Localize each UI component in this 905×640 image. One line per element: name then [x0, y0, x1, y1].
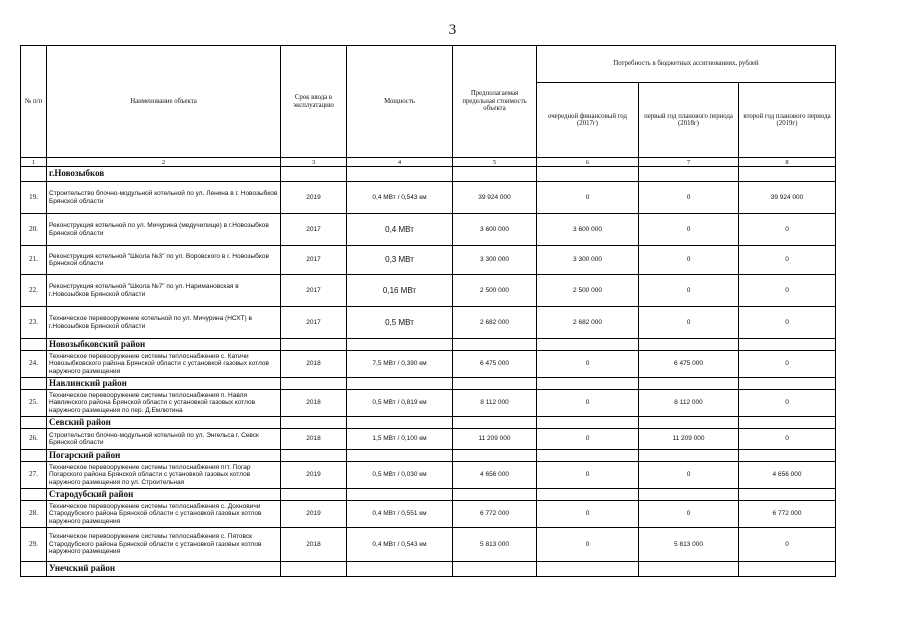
table-row	[21, 307, 836, 339]
table-row	[21, 182, 836, 214]
power-cell: 0,5 МВт	[347, 307, 453, 339]
power-cell: 0,5 МВт / 0,030 км	[347, 462, 453, 489]
y2018-cell: 0	[639, 275, 739, 307]
column-number: 3	[281, 158, 347, 167]
term-cell: 2017	[281, 275, 347, 307]
y2019-cell: 39 924 000	[739, 182, 836, 214]
column-number: 1	[21, 158, 47, 167]
object-name: Техническое перевооружение системы теплоснабжения с. Пятовск Стародубского района Брянской области с установкой газовых котлов наружного размещения	[47, 528, 281, 562]
object-name: Техническое перевооружение системы теплоснабжения с. Катичи Новозыбковского района Брянской области с установкой газовых котлов наружного размещения	[47, 351, 281, 378]
term-cell: 2018	[281, 390, 347, 417]
cost-cell: 39 924 000	[453, 182, 537, 214]
y2019-cell: 0	[739, 429, 836, 450]
header-power: Мощность	[347, 46, 453, 158]
y2018-cell: 0	[639, 214, 739, 246]
page-number: 3	[448, 22, 457, 38]
y2018-cell: 0	[639, 246, 739, 275]
row-number: 29.	[21, 528, 47, 562]
object-name: Техническое перевооружение системы теплоснабжения с. Дохновичи Стародубского района Брянской области с установкой газовых котлов наружного размещения	[47, 501, 281, 528]
y2018-cell: 0	[639, 307, 739, 339]
row-number: 23.	[21, 307, 47, 339]
term-cell: 2018	[281, 429, 347, 450]
y2018-cell: 5 813 000	[639, 528, 739, 562]
y2019-cell: 0	[739, 528, 836, 562]
power-cell: 7,5 МВт / 0,390 км	[347, 351, 453, 378]
object-name: Реконструкция котельной по ул. Мичурина (медучилище) в г.Новозыбков Брянской области	[47, 214, 281, 246]
section-row	[21, 489, 836, 501]
term-cell: 2018	[281, 528, 347, 562]
y2019-cell: 6 772 000	[739, 501, 836, 528]
row-number: 28.	[21, 501, 47, 528]
column-numbers-row	[21, 158, 836, 167]
power-cell: 0,16 МВт	[347, 275, 453, 307]
power-cell: 1,5 МВт / 0,100 км	[347, 429, 453, 450]
row-number: 24.	[21, 351, 47, 378]
y2019-cell: 0	[739, 351, 836, 378]
header-num: № п/п	[21, 46, 47, 158]
table-row	[21, 528, 836, 562]
column-number: 8	[739, 158, 836, 167]
section-title: Севский район	[47, 417, 281, 429]
power-cell: 0,4 МВт / 0,543 км	[347, 182, 453, 214]
section-title: Стародубский район	[47, 489, 281, 501]
cost-cell: 6 772 000	[453, 501, 537, 528]
column-number: 6	[537, 158, 639, 167]
term-cell: 2019	[281, 462, 347, 489]
object-name: Техническое перевооружение системы теплоснабжения пгт. Погар Погарского района Брянской области с установкой газовых котлов наружного размещения по ул. Строительная	[47, 462, 281, 489]
cost-cell: 3 600 000	[453, 214, 537, 246]
object-name: Техническое перевооружение котельной по ул. Мичурина (НСХТ) в г.Новозыбков Брянской области	[47, 307, 281, 339]
y2018-cell: 0	[639, 182, 739, 214]
cost-cell: 6 475 000	[453, 351, 537, 378]
table-row	[21, 275, 836, 307]
power-cell: 0,4 МВт / 0,551 км	[347, 501, 453, 528]
cost-cell: 3 300 000	[453, 246, 537, 275]
y2018-cell: 8 112 000	[639, 390, 739, 417]
object-name: Строительство блочно-модульной котельной по ул. Энгельса г. Севск Брянской области	[47, 429, 281, 450]
object-name: Техническое перевооружение системы теплоснабжения п. Навля Навлинского района Брянской области с установкой газовых котлов наружного размещения по пер. Д.Емлютина	[47, 390, 281, 417]
y2018-cell: 11 209 000	[639, 429, 739, 450]
term-cell: 2019	[281, 182, 347, 214]
term-cell: 2018	[281, 351, 347, 378]
y2017-cell: 0	[537, 462, 639, 489]
header-2018: первый год планового периода (2018г)	[639, 83, 739, 158]
table-row	[21, 429, 836, 450]
object-name: Реконструкция котельной "Школа №3" по ул. Воровского в г. Новозыбков Брянской области	[47, 246, 281, 275]
section-row	[21, 450, 836, 462]
header-name: Наименование объекта	[47, 46, 281, 158]
power-cell: 0,4 МВт / 0,543 км	[347, 528, 453, 562]
section-row	[21, 417, 836, 429]
y2017-cell: 0	[537, 182, 639, 214]
header-2019: второй год планового периода (2019г)	[739, 83, 836, 158]
row-number: 21.	[21, 246, 47, 275]
budget-table	[20, 45, 836, 577]
power-cell: 0,3 МВт	[347, 246, 453, 275]
y2017-cell: 3 300 000	[537, 246, 639, 275]
term-cell: 2017	[281, 246, 347, 275]
y2017-cell: 0	[537, 390, 639, 417]
row-number: 26.	[21, 429, 47, 450]
section-title: Навлинский район	[47, 378, 281, 390]
y2019-cell: 0	[739, 214, 836, 246]
header-need-group: Потребность в бюджетных ассигнованиях, рублей	[537, 46, 836, 83]
cost-cell: 2 500 000	[453, 275, 537, 307]
y2017-cell: 0	[537, 351, 639, 378]
column-number: 4	[347, 158, 453, 167]
cost-cell: 2 682 000	[453, 307, 537, 339]
row-number: 22.	[21, 275, 47, 307]
table-row	[21, 214, 836, 246]
header-2017: очередной финансовый год (2017г)	[537, 83, 639, 158]
y2018-cell: 0	[639, 501, 739, 528]
section-title: Унечский район	[47, 562, 281, 577]
y2017-cell: 3 600 000	[537, 214, 639, 246]
y2017-cell: 0	[537, 501, 639, 528]
table-row	[21, 462, 836, 489]
header-cost: Предполагаемая предельная стоимость объекта	[453, 46, 537, 158]
power-cell: 0,4 МВт	[347, 214, 453, 246]
y2017-cell: 2 500 000	[537, 275, 639, 307]
column-number: 7	[639, 158, 739, 167]
y2017-cell: 0	[537, 429, 639, 450]
row-number: 19.	[21, 182, 47, 214]
y2017-cell: 0	[537, 528, 639, 562]
cost-cell: 8 112 000	[453, 390, 537, 417]
term-cell: 2017	[281, 214, 347, 246]
section-title: г.Новозыбков	[47, 167, 281, 182]
section-title: Новозыбковский район	[47, 339, 281, 351]
cost-cell: 5 813 000	[453, 528, 537, 562]
power-cell: 0,5 МВт / 0,819 км	[347, 390, 453, 417]
table-row	[21, 351, 836, 378]
y2019-cell: 0	[739, 390, 836, 417]
y2019-cell: 4 656 000	[739, 462, 836, 489]
row-number: 20.	[21, 214, 47, 246]
row-number: 27.	[21, 462, 47, 489]
y2019-cell: 0	[739, 275, 836, 307]
table-row	[21, 390, 836, 417]
table-row	[21, 501, 836, 528]
object-name: Строительство блочно-модульной котельной по ул. Ленина в г. Новозыбков Брянской области	[47, 182, 281, 214]
section-row	[21, 167, 836, 182]
y2018-cell: 0	[639, 462, 739, 489]
cost-cell: 11 209 000	[453, 429, 537, 450]
row-number: 25.	[21, 390, 47, 417]
object-name: Реконструкция котельной "Школа №7" по ул. Наримановская в г.Новозыбков Брянской области	[47, 275, 281, 307]
y2019-cell: 0	[739, 307, 836, 339]
section-title: Погарский район	[47, 450, 281, 462]
column-number: 5	[453, 158, 537, 167]
section-row	[21, 339, 836, 351]
y2018-cell: 6 475 000	[639, 351, 739, 378]
table-row	[21, 246, 836, 275]
section-row	[21, 562, 836, 577]
column-number: 2	[47, 158, 281, 167]
cost-cell: 4 656 000	[453, 462, 537, 489]
header-term: Срок ввода в эксплуатацию	[281, 46, 347, 158]
term-cell: 2019	[281, 501, 347, 528]
y2017-cell: 2 682 000	[537, 307, 639, 339]
term-cell: 2017	[281, 307, 347, 339]
section-row	[21, 378, 836, 390]
y2019-cell: 0	[739, 246, 836, 275]
